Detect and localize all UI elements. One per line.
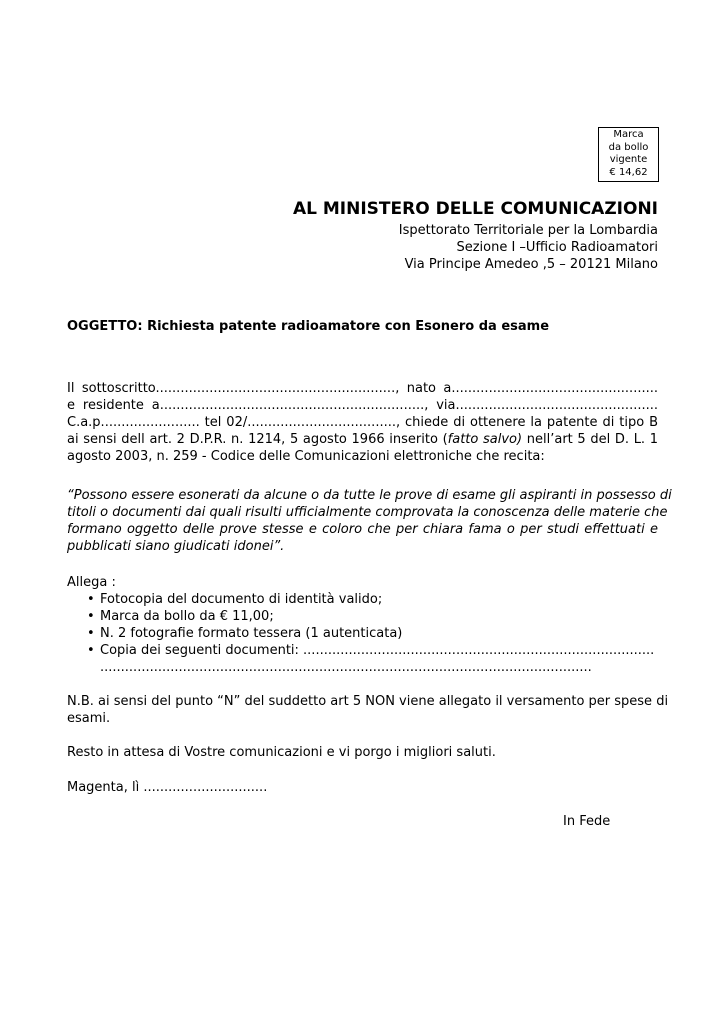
text-line: “Possono essere esonerati da alcune o da tutte le prove di esame gli aspiranti in possesso di	[67, 488, 672, 503]
text-run: ai sensi dell art. 2 D.P.R. n. 1214, 5 agosto 1966 inserito (	[67, 432, 448, 447]
text-line: titoli o documenti dai quali risulti ufficialmente comprovata la conoscenza delle materie che	[67, 505, 668, 520]
text-line: N.B. ai sensi del punto “N” del suddetto art 5 NON viene allegato il versamento per spese di	[67, 694, 669, 709]
bullet-icon: •	[87, 592, 95, 607]
list-item-text: Fotocopia del documento di identità valido;	[100, 592, 383, 607]
attachments-label: Allega :	[67, 575, 116, 590]
recipient-address	[293, 198, 658, 273]
quoted-regulation	[67, 487, 672, 555]
list-item	[67, 642, 658, 659]
text-line: pubblicati siano giudicati idonei”.	[67, 539, 285, 554]
list-item-text: N. 2 fotografie formato tessera (1 autenticata)	[100, 626, 403, 641]
text-line: esami.	[67, 711, 111, 726]
text-line: C.a.p........................ tel 02/...................................., chiede di ottenere la patente di tipo B	[67, 415, 658, 430]
text-line: Magenta, lì ..............................	[67, 780, 268, 795]
stamp-line: da bollo	[608, 141, 649, 153]
text-line: Resto in attesa di Vostre comunicazioni e vi porgo i migliori saluti.	[67, 745, 496, 760]
text-line	[67, 431, 658, 448]
attachments-list	[67, 591, 658, 659]
text-line: agosto 2003, n. 259 - Codice delle Comunicazioni elettroniche che recita:	[67, 449, 545, 464]
recipient-title: AL MINISTERO DELLE COMUNICAZIONI	[292, 199, 658, 219]
text-line: e residente a................................................................, via.................................................	[67, 398, 658, 413]
italic-text-run: fatto salvo)	[447, 432, 523, 447]
bullet-icon: •	[87, 643, 95, 658]
text-line: formano oggetto delle prove stesse e coloro che per chiara fama o per studi effettuati e	[67, 522, 658, 537]
text-run: nell’art 5 del D. L. 1	[522, 432, 658, 447]
list-item	[67, 608, 658, 625]
list-item-continuation: .......................................................................................................................	[100, 660, 592, 675]
list-item-text: Copia dei seguenti documenti: .....................................................................................	[100, 643, 655, 658]
attachments-section	[67, 574, 658, 676]
bullet-icon: •	[87, 626, 95, 641]
text-line: Il sottoscritto.........................................................., nato a..................................................	[67, 381, 658, 396]
closing-paragraph	[67, 744, 658, 761]
note-paragraph	[67, 693, 669, 727]
list-item	[67, 591, 658, 608]
list-item	[67, 625, 658, 642]
recipient-line: Via Principe Amedeo ,5 – 20121 Milano	[404, 257, 658, 272]
signature-label: In Fede	[563, 814, 611, 829]
revenue-stamp-box	[598, 127, 659, 182]
recipient-line: Ispettorato Territoriale per la Lombardia	[398, 223, 658, 238]
intro-paragraph	[67, 380, 658, 465]
subject-line: OGGETTO: Richiesta patente radioamatore con Esonero da esame	[67, 319, 550, 334]
place-date-line	[67, 779, 658, 796]
list-item-text: Marca da bollo da € 11,00;	[100, 609, 274, 624]
stamp-line: vigente	[609, 154, 648, 165]
bullet-icon: •	[87, 609, 95, 624]
recipient-line: Sezione I –Ufficio Radioamatori	[456, 240, 658, 255]
stamp-line: Marca	[613, 129, 644, 140]
stamp-line: € 14,62	[609, 166, 648, 178]
